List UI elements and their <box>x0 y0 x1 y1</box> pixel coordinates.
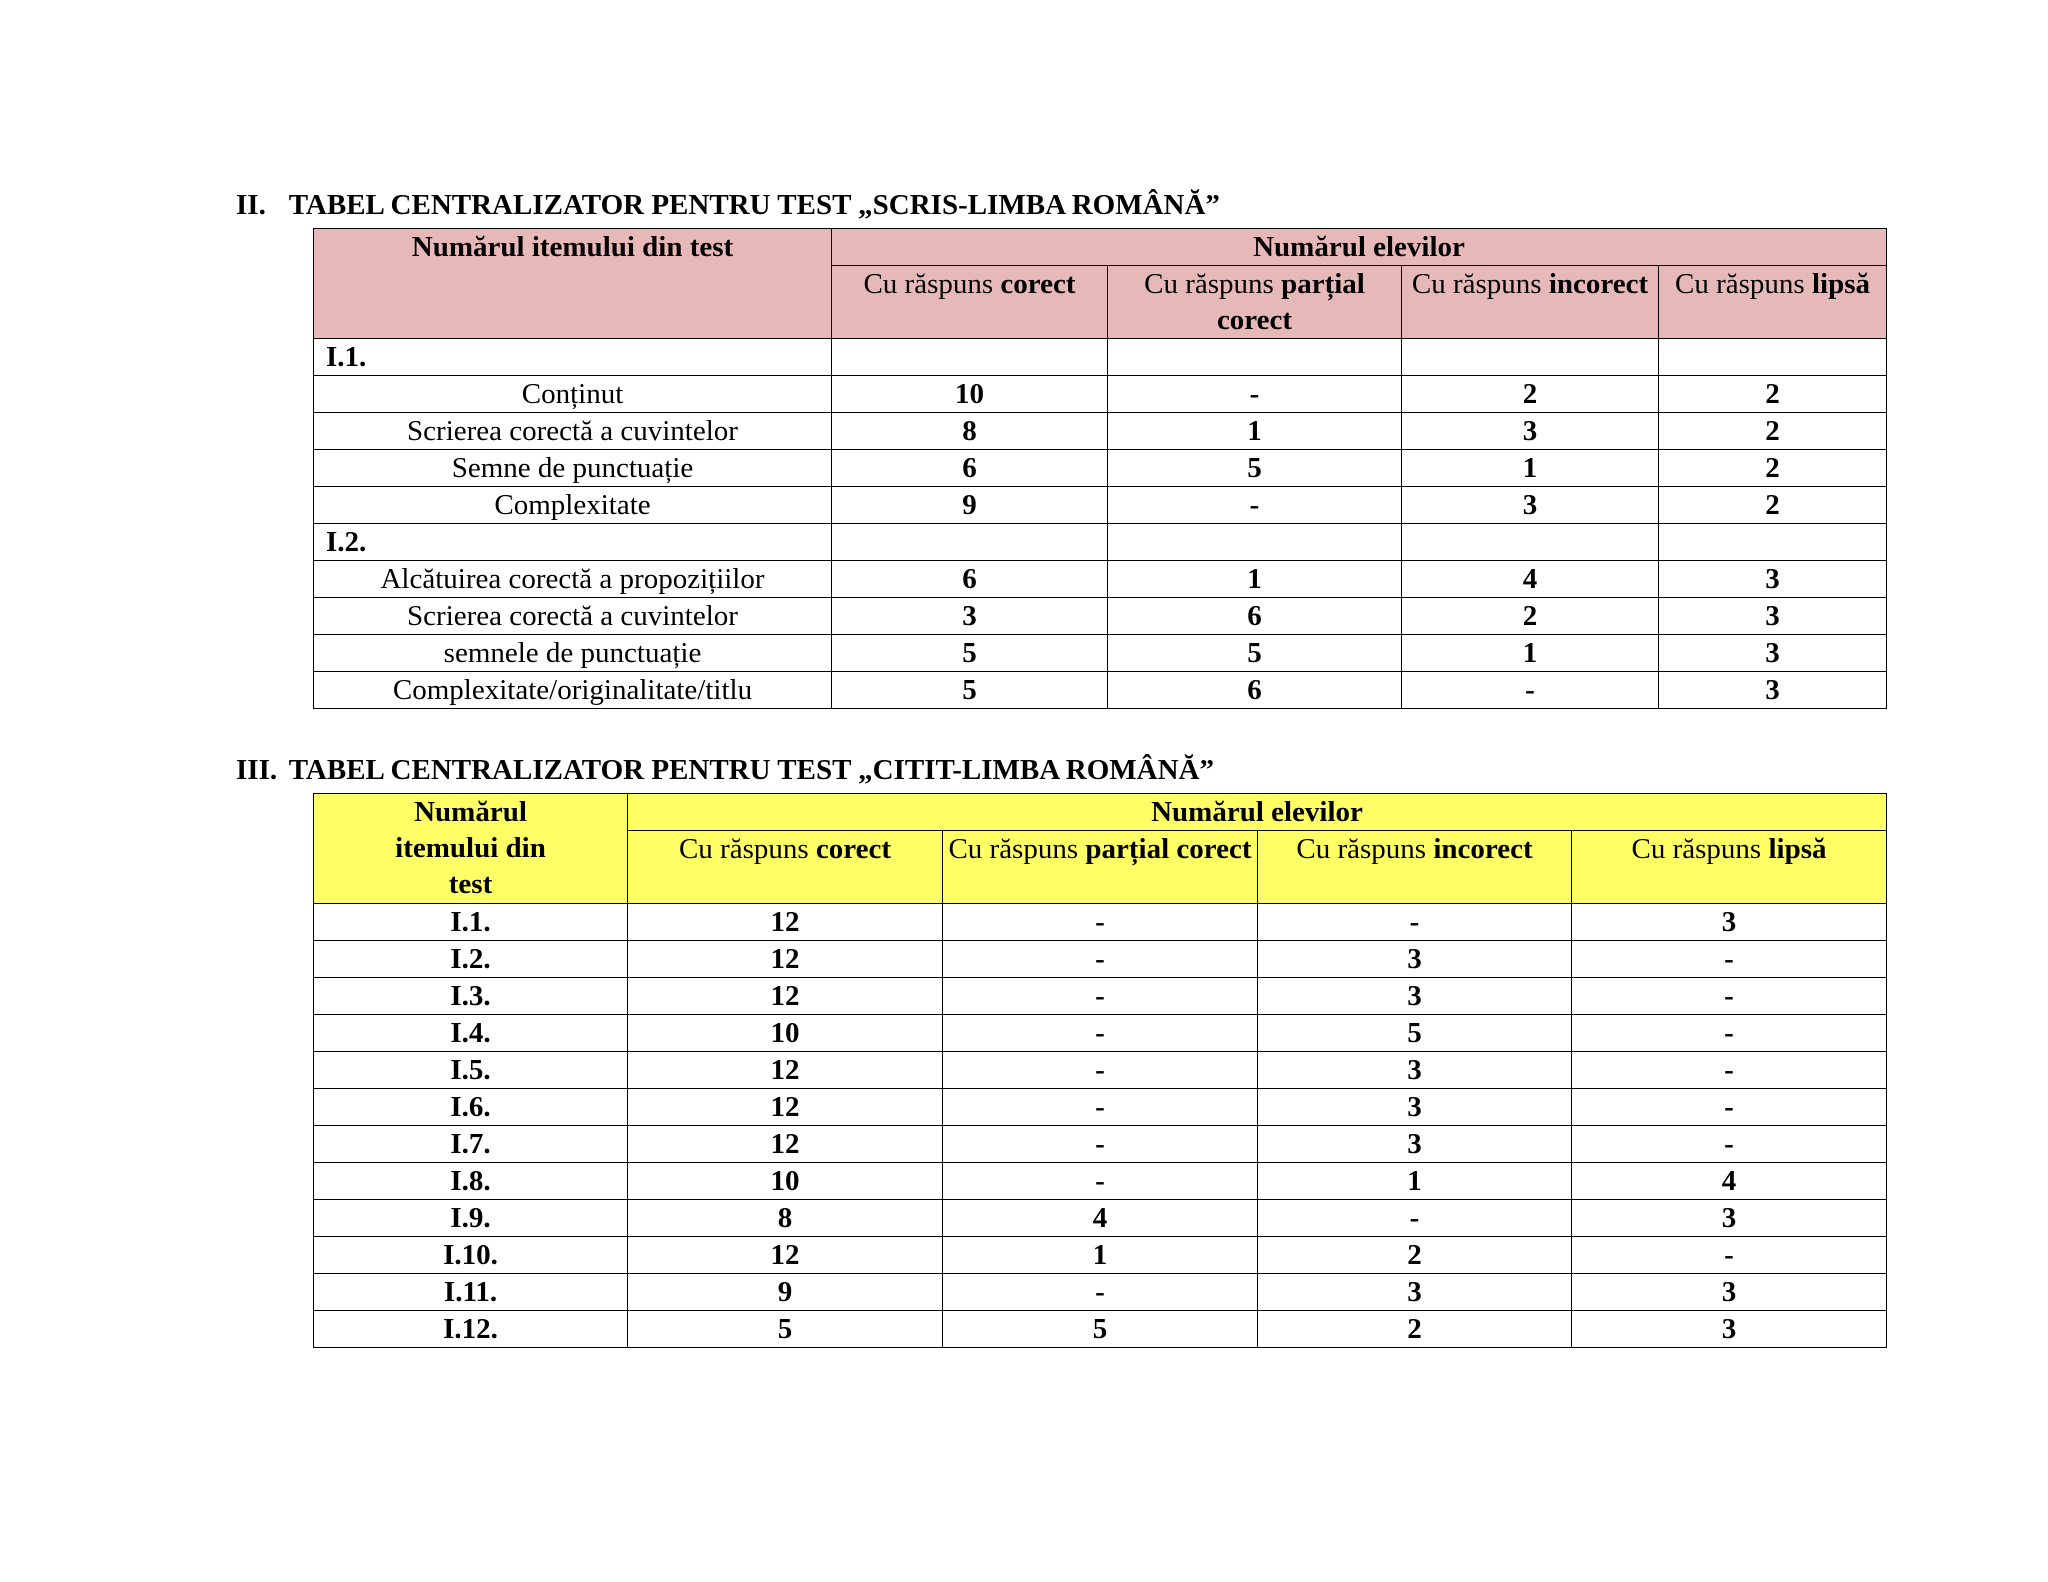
count-cell: 2 <box>1402 376 1659 413</box>
corner-header: Numărul itemului din test <box>314 794 628 904</box>
empty-cell <box>1659 339 1887 376</box>
table-row <box>314 1163 1887 1200</box>
criterion-cell: Conținut <box>314 376 832 413</box>
empty-cell <box>1108 524 1402 561</box>
count-cell: 3 <box>1659 672 1887 709</box>
column-header <box>943 831 1258 904</box>
count-cell: 12 <box>628 941 943 978</box>
criterion-cell: Alcătuirea corectă a propozițiilor <box>314 561 832 598</box>
count-cell: 3 <box>1258 1052 1572 1089</box>
count-cell: 5 <box>1108 635 1402 672</box>
column-header <box>1659 266 1887 339</box>
column-header-emphasis: incorect <box>1433 833 1533 865</box>
count-cell: 4 <box>1572 1163 1887 1200</box>
table-row <box>314 1052 1887 1089</box>
count-cell: 1 <box>1402 635 1659 672</box>
count-cell: - <box>943 1274 1258 1311</box>
empty-cell <box>1402 524 1659 561</box>
count-cell: 10 <box>628 1163 943 1200</box>
count-cell: 3 <box>1572 1200 1887 1237</box>
count-cell: - <box>1108 487 1402 524</box>
count-cell: - <box>1258 1200 1572 1237</box>
criterion-cell: Scrierea corectă a cuvintelor <box>314 598 832 635</box>
column-header-prefix: Cu răspuns <box>948 833 1086 865</box>
count-cell: 9 <box>832 487 1108 524</box>
count-cell: 2 <box>1659 487 1887 524</box>
count-cell: 2 <box>1402 598 1659 635</box>
column-header <box>1108 266 1402 339</box>
criterion-cell: Semne de punctuație <box>314 450 832 487</box>
count-cell: 2 <box>1659 450 1887 487</box>
count-cell: 3 <box>1659 561 1887 598</box>
section2-title-text: TABEL CENTRALIZATOR PENTRU TEST „SCRIS-LIMBA ROMÂNĂ” <box>288 189 1220 221</box>
column-header-emphasis: lipsă <box>1811 268 1870 300</box>
column-header <box>1572 831 1887 904</box>
column-header <box>832 266 1108 339</box>
corner-header: Numărul itemului din test <box>314 229 832 339</box>
column-header-prefix: Cu răspuns <box>1144 268 1282 300</box>
count-cell: 3 <box>1402 413 1659 450</box>
count-cell: 9 <box>628 1274 943 1311</box>
item-cell: I.7. <box>314 1126 628 1163</box>
group-header: Numărul elevilor <box>832 229 1887 266</box>
empty-cell <box>832 524 1108 561</box>
count-cell: 1 <box>943 1237 1258 1274</box>
item-cell: I.12. <box>314 1311 628 1348</box>
section-label: I.2. <box>314 524 832 561</box>
count-cell: 4 <box>943 1200 1258 1237</box>
count-cell: 10 <box>832 376 1108 413</box>
count-cell: - <box>943 1163 1258 1200</box>
criterion-cell: Complexitate <box>314 487 832 524</box>
count-cell: 8 <box>832 413 1108 450</box>
count-cell: 5 <box>943 1311 1258 1348</box>
count-cell: - <box>1572 1052 1887 1089</box>
count-cell: 5 <box>1258 1015 1572 1052</box>
section2-number: II. <box>236 189 266 221</box>
count-cell: 4 <box>1402 561 1659 598</box>
count-cell: 10 <box>628 1015 943 1052</box>
column-header-prefix: Cu răspuns <box>1296 833 1434 865</box>
count-cell: - <box>1572 978 1887 1015</box>
item-cell: I.11. <box>314 1274 628 1311</box>
section-row <box>314 524 1887 561</box>
count-cell: 5 <box>832 672 1108 709</box>
count-cell: 3 <box>1258 1274 1572 1311</box>
count-cell: 3 <box>1258 978 1572 1015</box>
column-header <box>1402 266 1659 339</box>
column-header-prefix: Cu răspuns <box>1675 268 1812 300</box>
table-row <box>314 1237 1887 1274</box>
column-header-emphasis: lipsă <box>1768 833 1827 865</box>
item-cell: I.1. <box>314 904 628 941</box>
column-header-emphasis: corect <box>1000 268 1076 300</box>
count-cell: 6 <box>832 450 1108 487</box>
table-row <box>314 978 1887 1015</box>
count-cell: - <box>1572 1089 1887 1126</box>
count-cell: 3 <box>1572 904 1887 941</box>
count-cell: 12 <box>628 1237 943 1274</box>
table-row <box>314 598 1887 635</box>
count-cell: - <box>1572 941 1887 978</box>
section-row <box>314 339 1887 376</box>
count-cell: 5 <box>628 1311 943 1348</box>
count-cell: 1 <box>1108 561 1402 598</box>
count-cell: - <box>1572 1015 1887 1052</box>
count-cell: 1 <box>1108 413 1402 450</box>
table-row <box>314 487 1887 524</box>
section-label: I.1. <box>314 339 832 376</box>
count-cell: 12 <box>628 1052 943 1089</box>
count-cell: 3 <box>1659 635 1887 672</box>
count-cell: 3 <box>1258 1126 1572 1163</box>
count-cell: 12 <box>628 1089 943 1126</box>
table-row <box>314 672 1887 709</box>
count-cell: - <box>943 1015 1258 1052</box>
count-cell: 6 <box>1108 672 1402 709</box>
column-header-emphasis: parțial corect <box>1085 833 1252 865</box>
count-cell: 5 <box>832 635 1108 672</box>
item-cell: I.4. <box>314 1015 628 1052</box>
count-cell: 3 <box>1258 941 1572 978</box>
empty-cell <box>1108 339 1402 376</box>
table-row <box>314 1311 1887 1348</box>
column-header-emphasis: parțial corect <box>1216 268 1365 336</box>
section3-title <box>236 753 1214 787</box>
count-cell: 2 <box>1659 376 1887 413</box>
count-cell: - <box>943 941 1258 978</box>
column-header-prefix: Cu răspuns <box>1631 833 1769 865</box>
count-cell: 6 <box>1108 598 1402 635</box>
table-row <box>314 904 1887 941</box>
section2-title <box>236 188 1220 222</box>
count-cell: 2 <box>1659 413 1887 450</box>
count-cell: 2 <box>1258 1311 1572 1348</box>
column-header-prefix: Cu răspuns <box>1411 268 1549 300</box>
table-row <box>314 1089 1887 1126</box>
item-cell: I.8. <box>314 1163 628 1200</box>
count-cell: - <box>943 904 1258 941</box>
section3-title-text: TABEL CENTRALIZATOR PENTRU TEST „CITIT-LIMBA ROMÂNĂ” <box>288 754 1215 786</box>
empty-cell <box>1659 524 1887 561</box>
item-cell: I.3. <box>314 978 628 1015</box>
count-cell: 3 <box>1572 1311 1887 1348</box>
table-row <box>314 635 1887 672</box>
count-cell: 1 <box>1258 1163 1572 1200</box>
table-row <box>314 561 1887 598</box>
table-row <box>314 413 1887 450</box>
criterion-cell: Complexitate/originalitate/titlu <box>314 672 832 709</box>
count-cell: 2 <box>1258 1237 1572 1274</box>
table-row <box>314 450 1887 487</box>
table-row <box>314 1274 1887 1311</box>
count-cell: 3 <box>1659 598 1887 635</box>
item-cell: I.2. <box>314 941 628 978</box>
column-header-emphasis: corect <box>815 833 892 865</box>
count-cell: 6 <box>832 561 1108 598</box>
table-row <box>314 941 1887 978</box>
count-cell: 3 <box>1258 1089 1572 1126</box>
column-header-prefix: Cu răspuns <box>863 268 1001 300</box>
table-row <box>314 1015 1887 1052</box>
item-cell: I.5. <box>314 1052 628 1089</box>
column-header <box>1258 831 1572 904</box>
empty-cell <box>1402 339 1659 376</box>
column-header <box>628 831 943 904</box>
count-cell: - <box>1402 672 1659 709</box>
criterion-cell: Scrierea corectă a cuvintelor <box>314 413 832 450</box>
group-header: Numărul elevilor <box>628 794 1887 831</box>
count-cell: - <box>1572 1237 1887 1274</box>
count-cell: 1 <box>1402 450 1659 487</box>
item-cell: I.6. <box>314 1089 628 1126</box>
count-cell: 3 <box>1402 487 1659 524</box>
item-cell: I.10. <box>314 1237 628 1274</box>
scris-table <box>313 228 1887 709</box>
count-cell: - <box>1258 904 1572 941</box>
table-row <box>314 1200 1887 1237</box>
table-row <box>314 376 1887 413</box>
empty-cell <box>832 339 1108 376</box>
count-cell: - <box>1572 1126 1887 1163</box>
count-cell: 5 <box>1108 450 1402 487</box>
item-cell: I.9. <box>314 1200 628 1237</box>
count-cell: - <box>1108 376 1402 413</box>
count-cell: 8 <box>628 1200 943 1237</box>
count-cell: 3 <box>1572 1274 1887 1311</box>
criterion-cell: semnele de punctuație <box>314 635 832 672</box>
count-cell: 12 <box>628 978 943 1015</box>
column-header-emphasis: incorect <box>1548 268 1649 300</box>
table-row <box>314 1126 1887 1163</box>
count-cell: 3 <box>832 598 1108 635</box>
section3-number: III. <box>236 754 278 786</box>
count-cell: 12 <box>628 1126 943 1163</box>
count-cell: - <box>943 1126 1258 1163</box>
count-cell: - <box>943 1089 1258 1126</box>
count-cell: 12 <box>628 904 943 941</box>
citit-table <box>313 793 1887 1348</box>
column-header-prefix: Cu răspuns <box>678 833 816 865</box>
count-cell: - <box>943 978 1258 1015</box>
count-cell: - <box>943 1052 1258 1089</box>
